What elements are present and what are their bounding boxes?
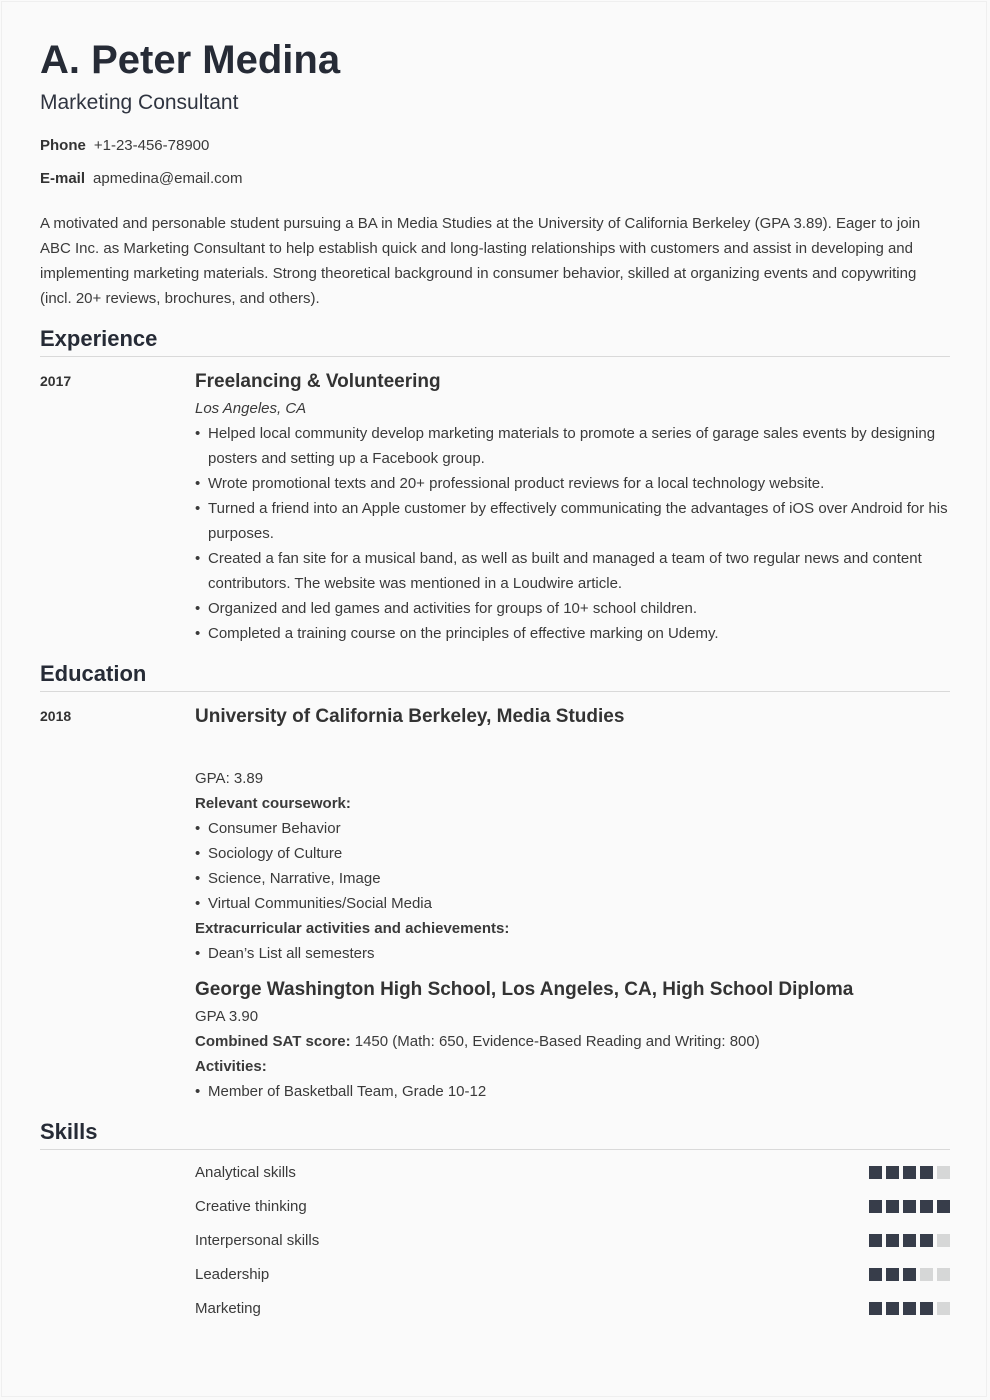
coursework-label: Relevant coursework: xyxy=(195,795,351,812)
job-title: Marketing Consultant xyxy=(40,91,239,114)
phone-value: +1-23-456-78900 xyxy=(93,137,210,154)
rating-filled-square xyxy=(869,1200,882,1213)
rating-filled-square xyxy=(903,1302,916,1315)
phone-label: Phone xyxy=(40,137,86,154)
extracurricular-list xyxy=(195,941,950,966)
rating-filled-square xyxy=(920,1200,933,1213)
experience-heading: Experience xyxy=(40,324,950,357)
rating-filled-square xyxy=(903,1166,916,1179)
sat-value: 1450 (Math: 650, Evidence-Based Reading and Writing: 800) xyxy=(350,1033,760,1050)
skill-rating xyxy=(869,1200,950,1213)
experience-location: Los Angeles, CA xyxy=(195,400,307,417)
skills-list xyxy=(40,1155,950,1325)
rating-empty-square xyxy=(937,1166,950,1179)
activities-label: Activities: xyxy=(195,1058,267,1075)
rating-filled-square xyxy=(903,1268,916,1281)
skill-name: Marketing xyxy=(195,1299,261,1317)
candidate-name: A. Peter Medina xyxy=(40,38,341,82)
list-item: • Dean’s List all semesters xyxy=(195,941,950,966)
list-item: • Virtual Communities/Social Media xyxy=(195,891,950,916)
education-year: 2018 xyxy=(40,708,72,724)
high-school-gpa: GPA 3.90 xyxy=(195,1008,259,1025)
skill-name: Leadership xyxy=(195,1265,270,1283)
coursework-list xyxy=(195,816,950,916)
sat-label: Combined SAT score: xyxy=(195,1033,351,1050)
list-item: • Member of Basketball Team, Grade 10-12 xyxy=(195,1079,950,1104)
list-item: • Science, Narrative, Image xyxy=(195,866,950,891)
rating-filled-square xyxy=(886,1166,899,1179)
experience-bullets xyxy=(195,421,950,646)
skill-row xyxy=(40,1291,950,1325)
rating-filled-square xyxy=(886,1302,899,1315)
rating-filled-square xyxy=(903,1234,916,1247)
list-item: • Wrote promotional texts and 20+ professional product reviews for a local technology website. xyxy=(195,471,950,496)
list-item: • Consumer Behavior xyxy=(195,816,950,841)
phone-row xyxy=(40,133,950,158)
rating-filled-square xyxy=(869,1166,882,1179)
resume xyxy=(40,36,950,1325)
skill-rating xyxy=(869,1268,950,1281)
rating-empty-square xyxy=(937,1302,950,1315)
sat-row xyxy=(195,1029,950,1054)
rating-filled-square xyxy=(869,1234,882,1247)
rating-empty-square xyxy=(937,1268,950,1281)
skill-name: Creative thinking xyxy=(195,1197,307,1215)
rating-filled-square xyxy=(920,1302,933,1315)
list-item: • Turned a friend into an Apple customer by effectively communicating the advantages of iOS over Android for his purposes. xyxy=(195,496,950,546)
university-title: University of California Berkeley, Media Studies xyxy=(195,706,625,727)
list-item: • Created a fan site for a musical band, as well as built and managed a team of two regular news and content contributors. The website was mentioned in a Loudwire article. xyxy=(195,546,950,596)
experience-entry xyxy=(40,369,950,646)
rating-filled-square xyxy=(920,1234,933,1247)
skill-name: Analytical skills xyxy=(195,1163,296,1181)
skill-rating xyxy=(869,1234,950,1247)
experience-title: Freelancing & Volunteering xyxy=(195,371,441,392)
rating-filled-square xyxy=(886,1234,899,1247)
experience-year: 2017 xyxy=(40,373,72,389)
high-school-title: George Washington High School, Los Angeles, CA, High School Diploma xyxy=(195,979,854,1000)
skill-row xyxy=(40,1155,950,1189)
skill-rating xyxy=(869,1166,950,1179)
skill-row xyxy=(40,1257,950,1291)
skills-heading: Skills xyxy=(40,1117,950,1150)
skill-name: Interpersonal skills xyxy=(195,1231,320,1249)
list-item: • Sociology of Culture xyxy=(195,841,950,866)
rating-filled-square xyxy=(869,1302,882,1315)
list-item: • Organized and led games and activities for groups of 10+ school children. xyxy=(195,596,950,621)
extracurricular-label: Extracurricular activities and achievements: xyxy=(195,920,510,937)
rating-filled-square xyxy=(869,1268,882,1281)
email-value[interactable]: apmedina@email.com xyxy=(93,170,243,187)
list-item: • Helped local community develop marketing materials to promote a series of garage sales events by designing posters and setting up a Facebook group. xyxy=(195,421,950,471)
education-heading: Education xyxy=(40,659,950,692)
education-entry xyxy=(40,704,950,1104)
rating-filled-square xyxy=(903,1200,916,1213)
rating-filled-square xyxy=(937,1200,950,1213)
rating-empty-square xyxy=(937,1234,950,1247)
university-gpa: GPA: 3.89 xyxy=(195,770,264,787)
list-item: • Completed a training course on the principles of effective marking on Udemy. xyxy=(195,621,950,646)
skill-rating xyxy=(869,1302,950,1315)
activities-list xyxy=(195,1079,950,1104)
email-label: E-mail xyxy=(40,170,86,187)
email-row xyxy=(40,166,950,191)
rating-filled-square xyxy=(886,1268,899,1281)
skill-row xyxy=(40,1189,950,1223)
rating-filled-square xyxy=(920,1166,933,1179)
rating-empty-square xyxy=(920,1268,933,1281)
summary: A motivated and personable student pursuing a BA in Media Studies at the University of California Berkeley (GPA 3.89). Eager to join ABC Inc. as Marketing Consultant to help establish quick and long-lasting relationships with customers and assist in developing and implementing marketing materials. Strong theoretical background in consumer behavior, skilled at organizing events and copywriting (incl. 20+ reviews, brochures, and others). xyxy=(40,215,921,307)
skill-row xyxy=(40,1223,950,1257)
rating-filled-square xyxy=(886,1200,899,1213)
